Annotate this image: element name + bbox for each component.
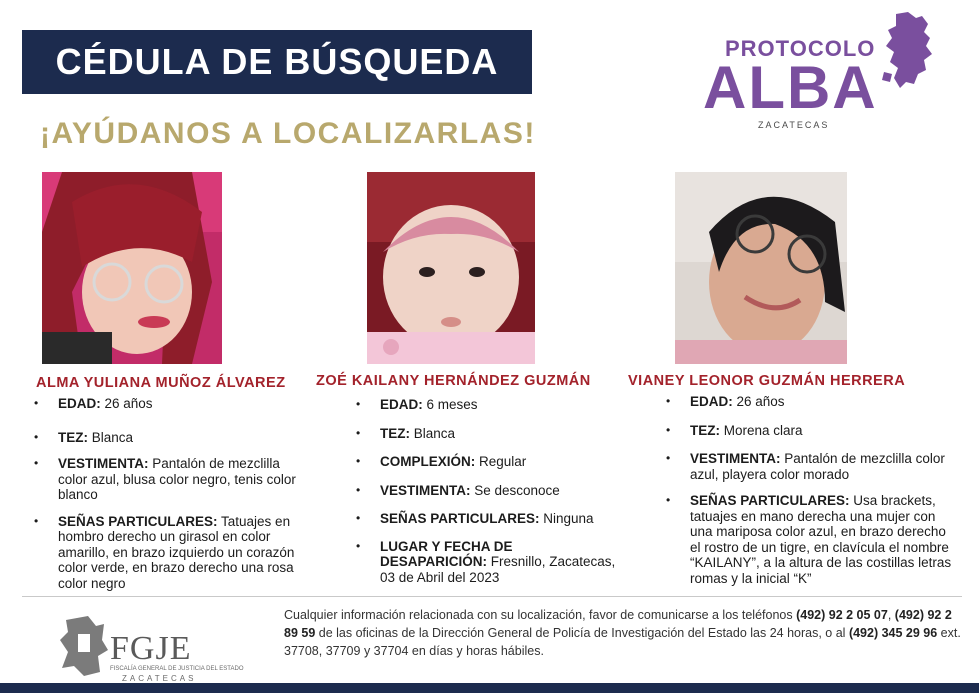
detail-label: SEÑAS PARTICULARES: [690,493,850,508]
bottom-bar [0,683,979,693]
detail-label: SEÑAS PARTICULARES: [58,513,218,529]
detail-senas [664,493,954,586]
detail-vestimenta [664,451,954,482]
photo-person-3 [675,172,847,364]
detail-tez [354,426,616,442]
detail-value: Morena clara [720,422,803,438]
detail-label: TEZ: [690,422,720,438]
detail-value: Regular [475,454,527,469]
detail-senas [32,514,300,592]
fgje-state: ZACATECAS [122,674,197,683]
detail-value: Fresnillo, Zacatecas, 03 de Abril del 2023 [380,554,616,585]
detail-label: EDAD: [690,394,733,409]
protocolo-alba-logo [700,12,940,132]
person-2-details [354,397,616,585]
contact-text: , [887,608,895,622]
detail-edad [664,394,954,410]
person-1-details [32,396,300,591]
contact-text: de las oficinas de la Dirección General de Policía de Investigación del Estado las 24 horas, o al [315,626,849,640]
header-banner [22,30,532,94]
detail-tez [32,430,300,446]
detail-label: SEÑAS PARTICULARES: [380,511,540,526]
detail-value: Blanca [88,429,134,445]
contact-text: ext. 37708, 37709 y 37704 en días y horas hábiles. [284,626,961,658]
phone-number: (492) 345 29 96 [848,626,938,640]
detail-value: Tatuajes en hombro derecho un girasol en color amarillo, en brazo izquierdo un corazón color verde, en brazo derecho una rosa color negro [58,513,295,591]
detail-value: Pantalón de mezclilla color azul, playera color morado [690,451,945,482]
page-title: CÉDULA DE BÚSQUEDA [55,41,499,82]
detail-label: COMPLEXIÓN: [380,454,476,469]
alba-protocolo-text: PROTOCOLO [725,36,876,61]
detail-value: Se desconoce [470,482,560,498]
detail-senas [354,511,616,527]
detail-value: Pantalón de mezclilla color azul, blusa color negro, tenis color blanco [58,456,296,502]
person-3-details [664,394,954,586]
detail-label: EDAD: [380,397,423,412]
detail-edad [354,397,616,413]
phone-number: (492) 92 2 05 07 [796,608,888,622]
fgje-fullname: FISCALÍA GENERAL DE JUSTICIA DEL ESTADO [110,666,244,672]
person-1-name: ALMA YULIANA MUÑOZ ÁLVAREZ [36,375,286,391]
detail-vestimenta [354,483,616,499]
detail-value: Ninguna [539,511,594,526]
alba-word: ALBA [703,54,878,121]
detail-label: VESTIMENTA: [58,456,149,471]
fgje-name: FGJE [110,630,192,667]
contact-text: Cualquier información relacionada con su localización, favor de comunicarse a los teléfonos [284,608,797,622]
detail-label: LUGAR Y FECHA DE DESAPARICIÓN: [380,538,513,569]
detail-edad [32,396,300,412]
photo-person-2 [367,172,535,364]
fgje-logo [60,612,244,684]
phone-number: (492) 92 2 89 59 [284,608,952,640]
detail-value: Usa brackets, tatuajes en mano derecha una mujer con una mariposa color azul, en brazo derecho el rostro de un tigre, en clavícula el nombre “KAILANY”, a la altura de las costillas letras romas y la inicial “K” [690,493,952,586]
contact-info [284,606,964,660]
detail-value: 6 meses [422,397,478,412]
detail-value: Blanca [410,425,456,441]
person-3-name: VIANEY LEONOR GUZMÁN HERRERA [628,373,906,389]
detail-complexion [354,454,616,470]
detail-label: TEZ: [58,429,88,445]
detail-value: 26 años [732,394,785,409]
detail-label: VESTIMENTA: [690,451,781,466]
detail-label: VESTIMENTA: [380,482,471,498]
fgje-emblem-icon [60,616,108,676]
detail-value: 26 años [100,396,153,411]
zacatecas-map-icon [878,12,934,92]
detail-label: EDAD: [58,396,101,411]
alba-state-text: ZACATECAS [758,120,830,130]
footer-divider [22,596,962,597]
detail-label: TEZ: [380,425,410,441]
detail-vestimenta [32,456,300,503]
photo-person-1 [42,172,222,364]
person-2-name: ZOÉ KAILANY HERNÁNDEZ GUZMÁN [316,373,591,389]
detail-tez [664,423,954,439]
detail-lugar-fecha [354,539,616,586]
page-subtitle: ¡AYÚDANOS A LOCALIZARLAS! [40,117,536,150]
